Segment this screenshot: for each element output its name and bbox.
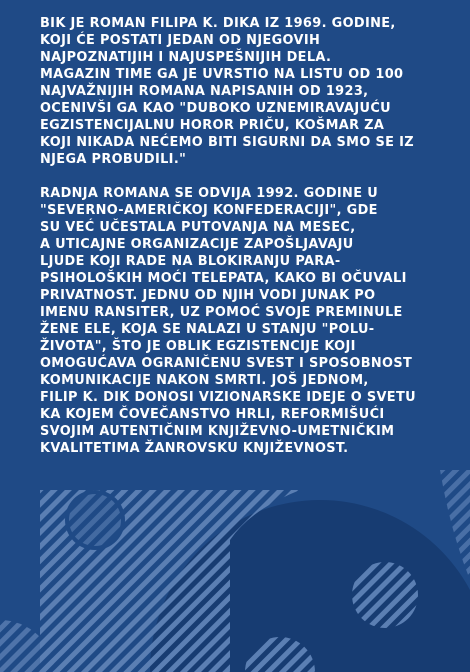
decorative-pattern <box>0 470 470 672</box>
description-text <box>40 15 460 457</box>
paragraph-intro: BIK JE ROMAN FILIPA K. DIKA IZ 1969. GODINE, KOJI ĆE POSTATI JEDAN OD NJEGOVIH NAJPOZNATIJIH I NAJUSPEŠNIJIH DELA. MAGAZIN TIME GA JE UVRSTIO NA LISTU OD 100 NAJVAŽNIJIH ROMANA NAPISANIH OD 1923, OCENIVŠI GA KAO "DUBOKO UZNEMIRAVAJUĆU EGZISTENCIJALNU HOROR PRIČU, KOŠMAR ZA KOJI NIKADA NEĆEMO BITI SIGURNI DA SMO SE IZ NJEGA PROBUDILI." <box>40 16 414 167</box>
paragraph-plot: RADNJA ROMANA SE ODVIJA 1992. GODINE U "SEVERNO-AMERIČKOJ KONFEDERACIJI", GDE SU VEĆ UČESTALA PUTOVANJA NA MESEC, A UTICAJNE ORGANIZACIJE ZAPOŠLJAVAJU LJUDE KOJI RADE NA BLOKIRANJU PARA- PSIHOLOŠKIH MOĆI TELEPATA, KAKO BI OČUVALI PRIVATNOST. JEDNU OD NJIH VODI JUNAK PO IMENU RANSITER, UZ POMOĆ SVOJE PREMINULE ŽENE ELE, KOJA SE NALAZI U STANJU "POLU- ŽIVOTA", ŠTO JE OBLIK EGZISTENCIJE KOJI OMOGUĆAVA OGRANIČENU SVEST I SPOSOBNOST KOMUNIKACIJE NAKON SMRTI. JOŠ JEDNOM, FILIP K. DIK DONOSI VIZIONARSKE IDEJE O SVETU KA KOJEM ČOVEČANSTVO HRLI, REFORMIŠUĆI SVOJIM AUTENTIČNIM KNJIŽEVNO-UMETNIČKIM KVALITETIMA ŽANROVSKU KNJIŽEVNOST. <box>40 186 416 456</box>
decor-small-circle-stripes <box>69 494 121 546</box>
decor-right-circle <box>352 562 418 628</box>
